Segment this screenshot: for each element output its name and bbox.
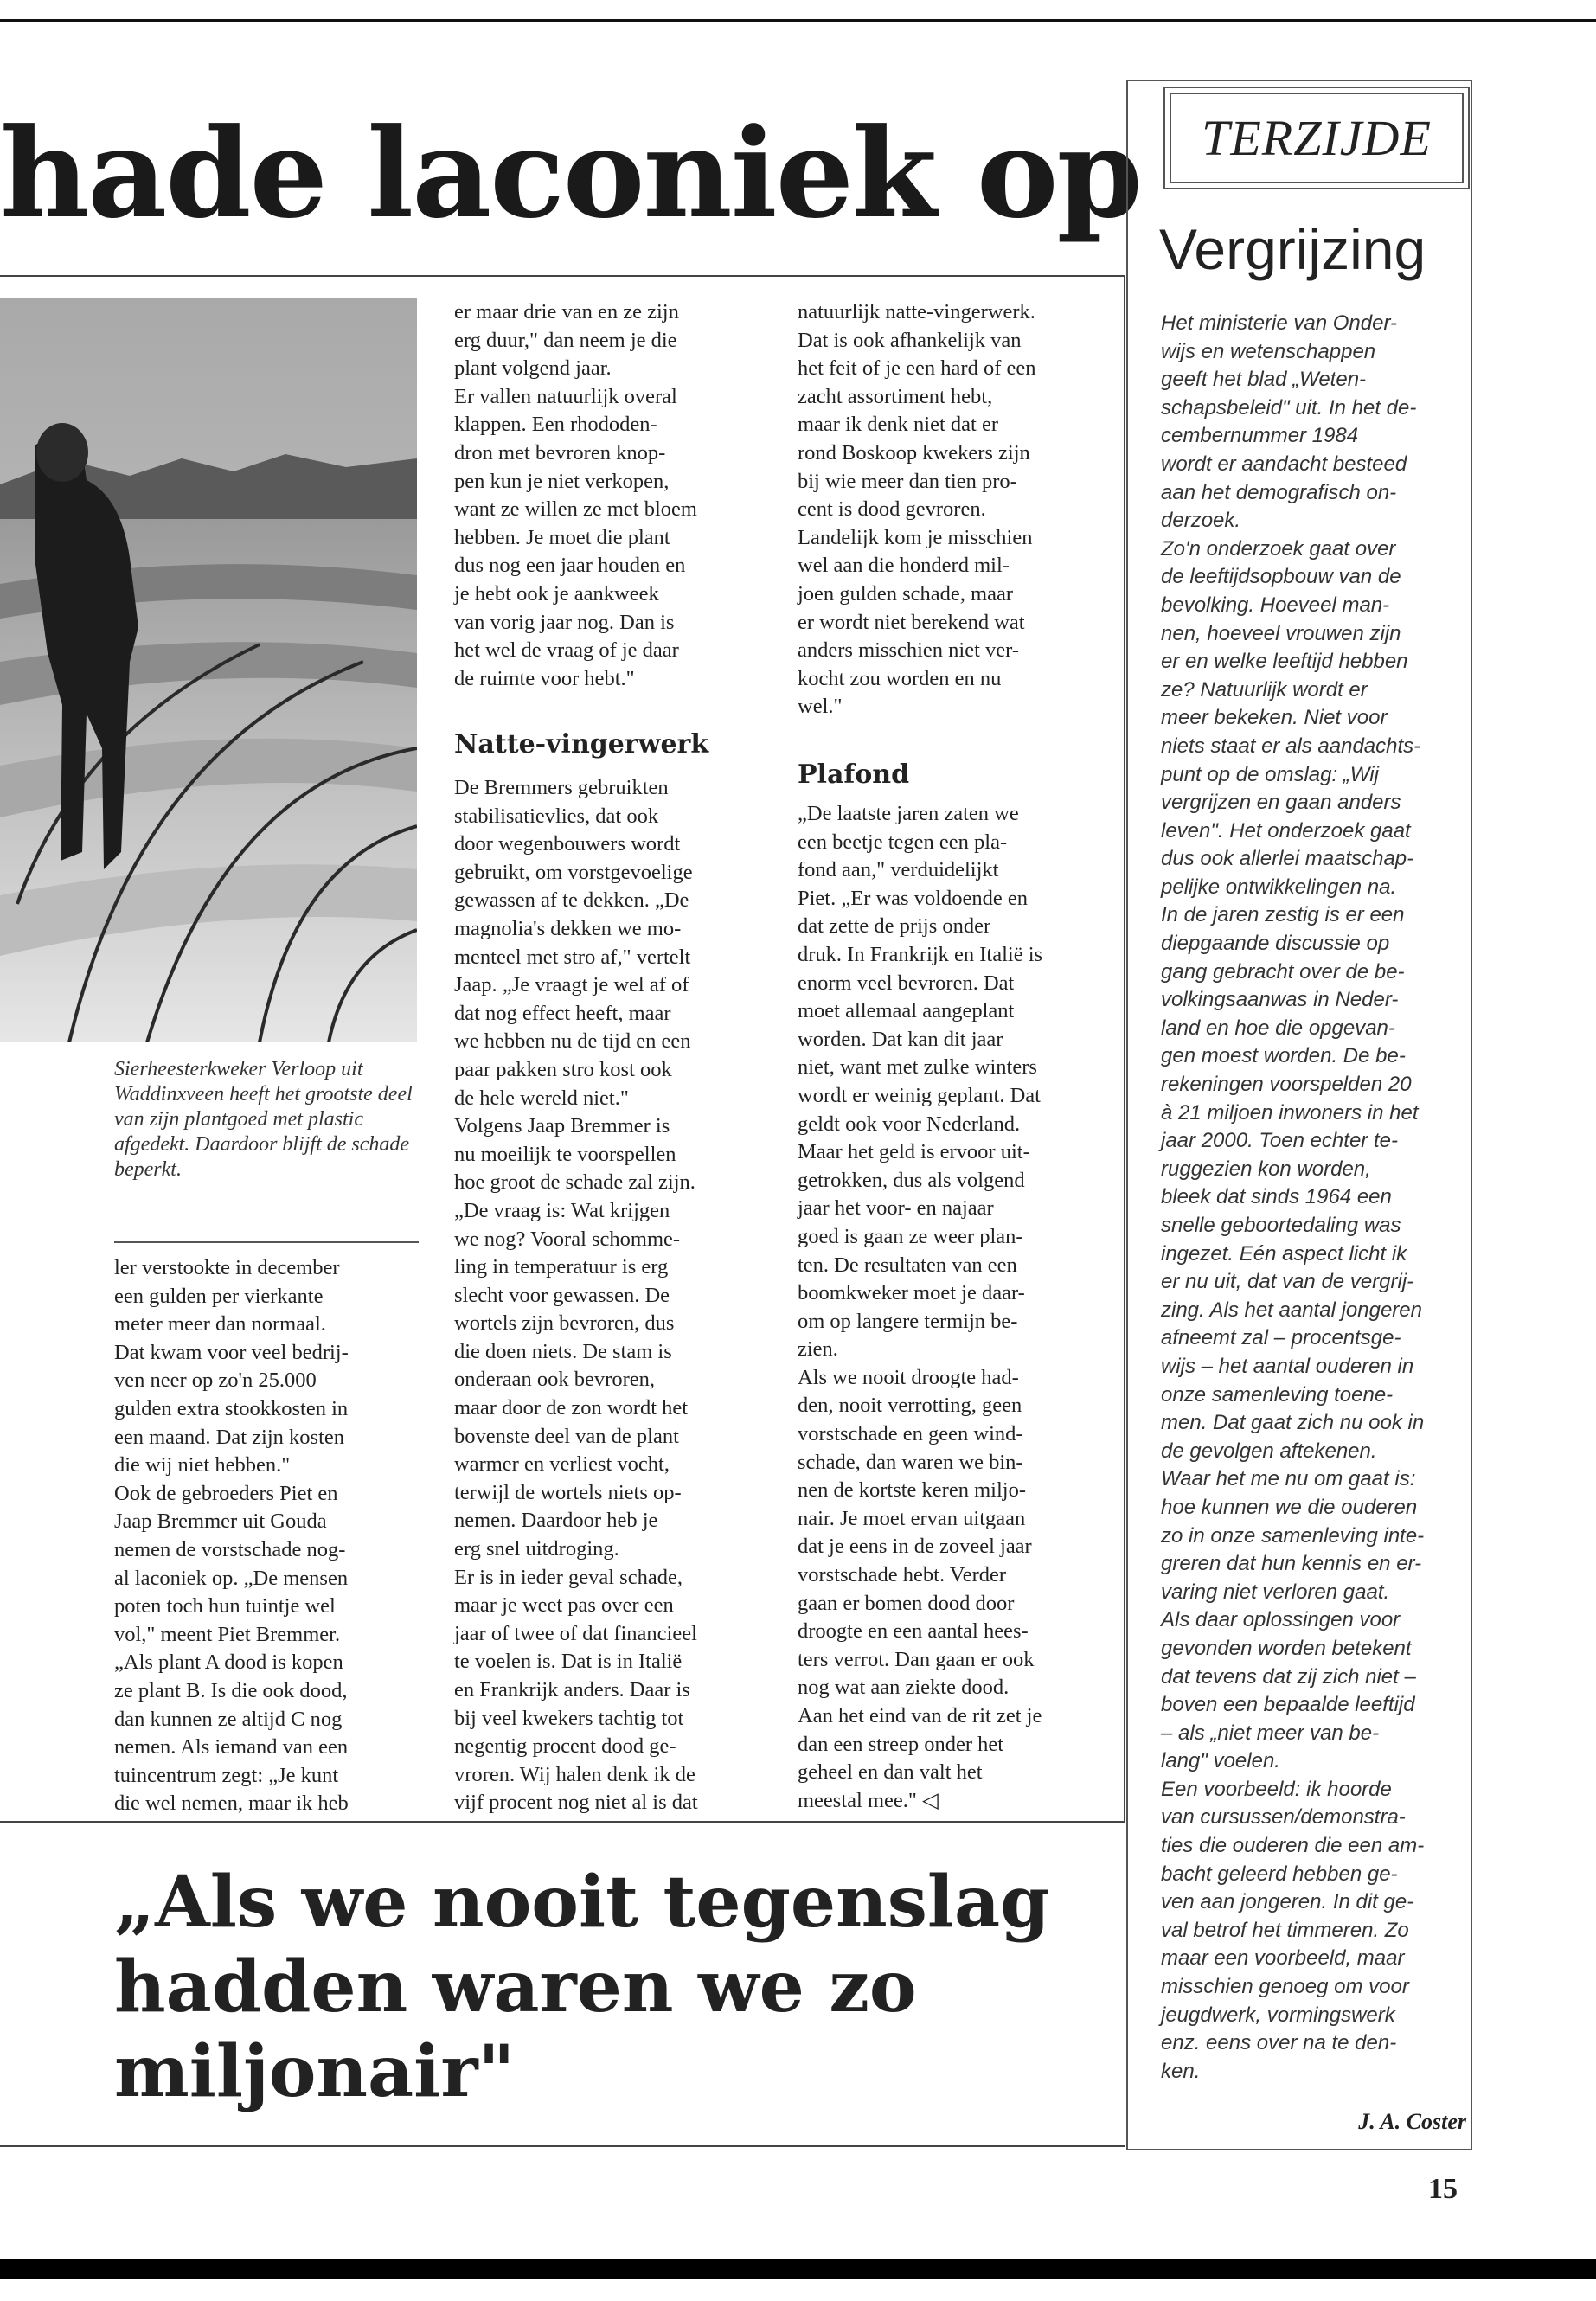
article-frame-bottom [0, 2145, 1125, 2147]
article-column-2-bottom: De Bremmers gebruikten stabilisatievlies, dat ook door wegenbouwers wordt gebruikt, om vorstgevoelige gewassen af te dekken. „De magnolia's dekken we mo- menteel met stro af," vertelt Jaap. „Je vraagt je wel af of dat nog effect heeft, maar we hebben nu de tijd en een paar pakken stro kost ook de hele wereld niet." Volgens Jaap Bremmer is nu moeilijk te voorspellen hoe groot de schade zal zijn. „De vraag is: Wat krijgen we nog? Vooral schomme- ling in temperatuur is erg slecht voor gewassen. De wortels zijn bevroren, dus die doen niets. De stam is onderaan ook bevroren, maar door de zon wordt het bovenste deel van de plant warmer en verliest vocht, terwijl de wortels niets op- nemen. Daardoor heb je erg snel uitdroging. Er is in ieder geval schade, maar je weet pas over een jaar of twee of dat financieel te voelen is. Dat is in Italië en Frankrijk anders. Daar is bij veel kwekers tachtig tot negentig procent dood ge- vroren. Wij halen denk ik de vijf procent nog niet al is dat [454, 776, 698, 1815]
pull-quote: „Als we nooit tegenslag hadden waren we zo miljonair" [114, 1861, 1050, 2113]
top-rule [0, 19, 1596, 22]
article-frame-middle [0, 1821, 1125, 1823]
photo-caption: Sierheesterkweker Verloop uit Waddinxveen heeft het grootste deel van zijn plantgoed met plastic afgedekt. Daardoor blijft de schade beperkt. [114, 1058, 413, 1181]
page-number: 15 [1428, 2173, 1458, 2205]
caption-divider [114, 1241, 419, 1243]
subheading-plafond: Plafond [798, 760, 910, 790]
subheading-natte-vingerwerk: Natte-vingerwerk [454, 729, 709, 760]
sidebar-title: Vergrijzing [1159, 217, 1426, 281]
article-frame-right [1124, 275, 1125, 1821]
bottom-rule [0, 2259, 1596, 2279]
article-column-3-top: natuurlijk natte-vingerwerk. Dat is ook afhankelijk van het feit of je een hard of een zacht assortiment hebt, maar ik denk niet dat er rond Boskoop kwekers zijn bij wie meer dan tien pro- cent is dood gevroren. Landelijk kom je misschien wel aan die honderd mil- joen gulden schade, maar er wordt niet berekend wat anders misschien niet ver- kocht zou worden en nu wel." [798, 300, 1036, 719]
article-frame-top [0, 275, 1125, 277]
article-column-1: ler verstookte in december een gulden per vierkante meter meer dan normaal. Dat kwam voor veel bedrij- ven neer op zo'n 25.000 gulden extra stookkosten in een maand. Dat zijn kosten die wij niet hebben." Ook de gebroeders Piet en Jaap Bremmer uit Gouda nemen de vorstschade nog- al laconiek op. „De mensen poten toch hun tuintje wel vol," meent Piet Bremmer. „Als plant A dood is kopen ze plant B. Is die ook dood, dan kunnen ze altijd C nog nemen. Als iemand van een tuincentrum zegt: „Je kunt die wel nemen, maar ik heb [114, 1256, 349, 1816]
article-column-3-bottom: „De laatste jaren zaten we een beetje tegen een pla- fond aan," verduidelijkt Piet. „Er was voldoende en dat zette de prijs onder druk. In Frankrijk en Italië is enorm veel bevroren. Dat moet allemaal aangeplant worden. Dat kan dit jaar niet, want met zulke winters wordt er weinig geplant. Dat geldt ook voor Nederland. Maar het geld is ervoor uit- getrokken, dus als volgend jaar het voor- en najaar goed is gaan ze weer plan- ten. De resultaten van een boomkweker moet je daar- om op langere termijn be- zien. Als we nooit droogte had- den, nooit verrotting, geen vorstschade en geen wind- schade, dan waren we bin- nen de kortste keren miljo- nair. Je moet ervan uitgaan dat je eens in de zoveel jaar vorstschade hebt. Verder gaan er bomen dood door droogte en een aantal hees- ters verrot. Dan gaan er ook nog wat aan ziekte dood. Aan het eind van de rit zet je dan een streep onder het geheel en dan valt het meestal mee." ◁ [798, 802, 1043, 1812]
greenhouse-photo [0, 298, 417, 1042]
sidebar-text: Het ministerie van Onder- wijs en wetenschappen geeft het blad „Weten- schapsbeleid" uit. In het de- cembernummer 1984 wordt er aandacht besteed aan het demografisch on- derzoek. Zo'n onderzoek gaat over de leeftijdsopbouw van de bevolking. Hoeveel man- nen, hoeveel vrouwen zijn er en welke leeftijd hebben ze? Natuurlijk wordt er meer bekeken. Niet voor niets staat er als aandachts- punt op de omslag: „Wij vergrijzen en gaan anders leven". Het onderzoek gaat dus ook allerlei maatschap- pelijke ontwikkelingen na. In de jaren zestig is er een diepgaande discussie op gang gebracht over de be- volkingsaanwas in Neder- land en hoe die opgevan- gen moest worden. De be- rekeningen voorspelden 20 à 21 miljoen inwoners in het jaar 2000. Toen echter te- ruggezien kon worden, bleek dat sinds 1964 een snelle geboortedaling was ingezet. Eén aspect licht ik er nu uit, dat van de vergrij- zing. Als het aantal jongeren afneemt zal – procentsge- wijs – het aantal ouderen in onze samenleving toene- men. Dat gaat zich nu ook in de gevolgen aftekenen. Waar het me nu om gaat is: hoe kunnen we die ouderen zo in onze samenleving inte- greren dat hun kennis en er- varing niet verloren gaat. Als daar oplossingen voor gevonden worden betekent dat tevens dat zij zich niet – boven een bepaalde leeftijd – als „niet meer van be- lang" voelen. Een voorbeeld: ik hoorde van cursussen/demonstra- ties die ouderen die een am- bacht geleerd hebben ge- ven aan jongeren. In dit ge- val betrof het timmeren. Zo maar een voorbeeld, maar misschien genoeg om voor jeugdwerk, vormingswerk enz. eens over na te den- ken. [1161, 311, 1425, 2083]
sidebar-label: TERZIJDE [1170, 93, 1464, 183]
article-headline: hade laconiek op [0, 102, 1141, 246]
article-column-2-top: er maar drie van en ze zijn erg duur," dan neem je die plant volgend jaar. Er vallen natuurlijk overal klappen. Een rhododen- dron met bevroren knop- pen kun je niet verkopen, want ze willen ze met bloem hebben. Je moet die plant dus nog een jaar houden en je hebt ook je aankweek van vorig jaar nog. Dan is het wel de vraag of je daar de ruimte voor hebt." [454, 300, 697, 690]
sidebar-author: J. A. Coster [1358, 2109, 1466, 2134]
